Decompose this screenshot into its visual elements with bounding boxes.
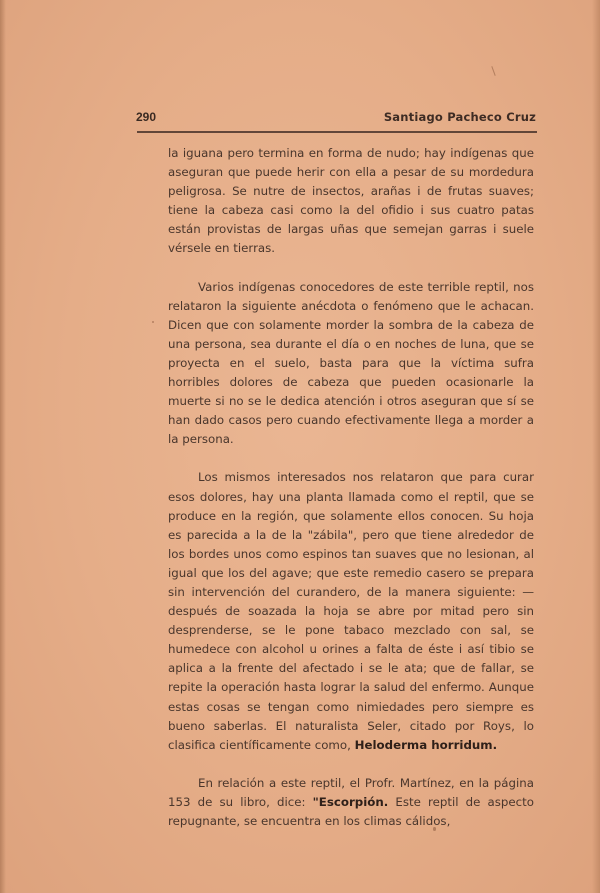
- page-edge-shadow-left: [0, 0, 6, 893]
- running-head-author: Santiago Pacheco Cruz: [383, 110, 536, 124]
- paragraph-martinez-quote: [168, 774, 534, 831]
- paragraph-continuation: [168, 144, 534, 259]
- page-header: [136, 108, 536, 130]
- paper-speck: [491, 66, 495, 76]
- paragraph-text: Este reptil de aspecto repugnante, se encuentra en los climas cálidos,: [168, 794, 534, 828]
- quoted-term: "Escorpión.: [312, 794, 389, 809]
- paragraph-text: la iguana pero termina en forma de nudo; hay indígenas que aseguran que puede herir con ella a pesar de su mordedura peligrosa. Se nutre de insectos, arañas i de frutas suaves; tiene la cabeza casi como la del ofidio i sus cuatro patas están provistas de largas uñas que semejan garras i suele vérsele en tierras.: [168, 146, 534, 256]
- page-edge-shadow-right: [592, 0, 600, 893]
- paragraph-text: Los mismos interesados nos relataron que para curar esos dolores, hay una planta llamada como el reptil, que se produce en la región, que solamente ellos conocen. Su hoja es parecida a la de la "zábila", pero que tiene alrededor de los bordes unos como espinos tan suaves que no lesionan, al igual que los del agave; que este remedio casero se prepara sin intervención del curandero, de la manera siguiente: —después de soazada la hoja se abre por mitad pero sin desprenderse, se le pone tabaco mezclado con sal, se humedece con alcohol u orines a falta de éste i así tibio se aplica a la frente del afectado i se le ata; que de fallar, se repite la operación hasta lograr la salud del enfermo. Aunque estas cosas se tengan como nimiedades pero siempre es bueno saberlas. El naturalista Seler, citado por Roys, lo clasifica científicamente como,: [168, 470, 534, 752]
- paragraph-remedy: [168, 468, 534, 754]
- header-rule: [137, 131, 537, 133]
- paragraph-text: Varios indígenas conocedores de este terrible reptil, nos relataron la siguiente anécdota o fenómeno que le achacan. Dicen que con solamente morder la sombra de la cabeza de una persona, sea durante el día o en noches de luna, que se proyecta en el suelo, basta para que la víctima sufra horribles dolores de cabeza que pueden ocasionarle la muerte si no se le dedica atención i otros aseguran que sí se han dado casos pero cuando efectivamente llega a morder a la persona.: [168, 279, 534, 447]
- body-text: [168, 144, 534, 831]
- scientific-name: Heloderma horridum.: [354, 737, 498, 752]
- paragraph-anecdote: [168, 278, 534, 450]
- paragraph-text: En relación a este reptil, el Profr. Martínez, en la página 153 de su libro, dice:: [168, 775, 534, 809]
- paper-speck: [152, 321, 154, 323]
- page-number: 290: [136, 110, 157, 124]
